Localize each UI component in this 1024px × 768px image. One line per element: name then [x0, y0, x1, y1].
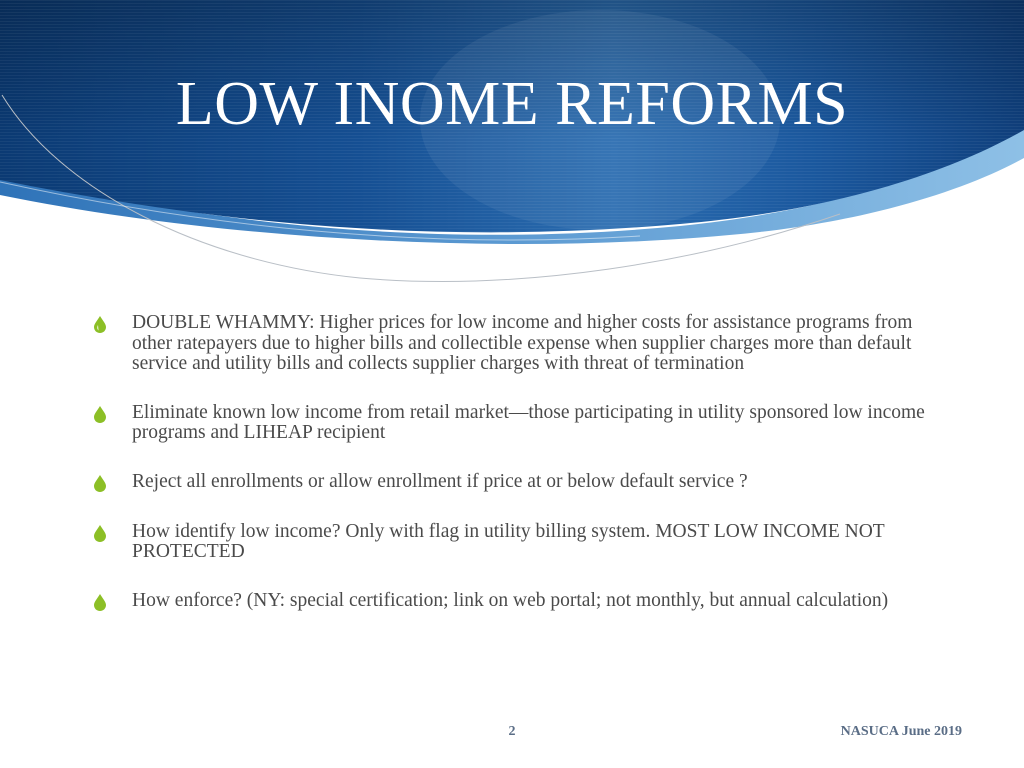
bullet-list [94, 313, 954, 641]
leaf-drop-icon [94, 591, 132, 613]
leaf-drop-icon [94, 522, 132, 544]
page-number: 2 [508, 724, 516, 739]
bullet-text: How identify low income? Only with flag in utility billing system. MOST LOW INCOME NOT PROTECTED [132, 520, 885, 562]
leaf-drop-icon [94, 313, 132, 335]
bullet-item [94, 472, 954, 494]
bullet-item [94, 403, 954, 444]
bullet-text: How enforce? (NY: special certification; link on web portal; not monthly, but annual calculation) [132, 589, 889, 611]
bullet-item [94, 522, 954, 563]
bullet-item [94, 313, 954, 375]
footer-text: NASUCA June 2019 [840, 724, 962, 739]
leaf-drop-icon [94, 472, 132, 494]
bullet-item [94, 591, 954, 613]
bullet-text: DOUBLE WHAMMY: Higher prices for low income and higher costs for assistance programs from other ratepayers due to higher bills and collectible expense when supplier charges more than default service and utility bills and collects supplier charges with threat of termination [132, 312, 913, 374]
bullet-text: Reject all enrollments or allow enrollment if price at or below default service ? [132, 470, 748, 492]
header-banner [0, 0, 1024, 290]
bullet-text: Eliminate known low income from retail market—those participating in utility sponsored low income programs and LIHEAP recipient [132, 401, 925, 443]
leaf-drop-icon [94, 403, 132, 425]
slide-title: LOW INOME REFORMS [175, 70, 849, 138]
